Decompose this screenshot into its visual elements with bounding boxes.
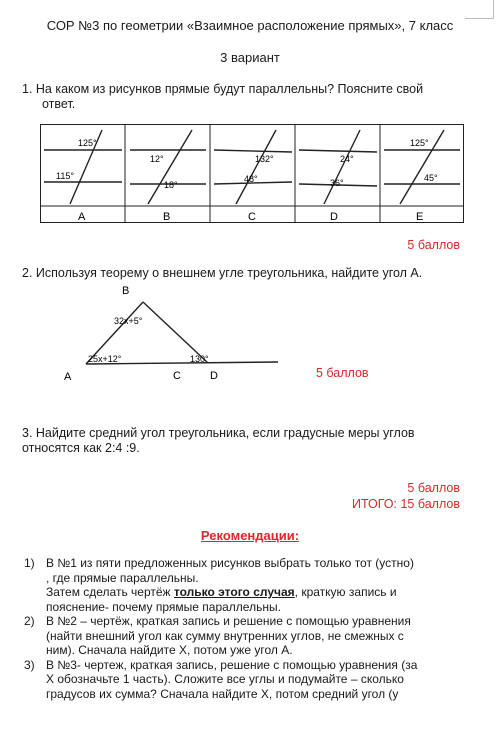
- question-3-score: 5 баллов: [407, 481, 460, 495]
- figure-c-label: C: [248, 211, 256, 223]
- question-3-line-1: 3. Найдите средний угол треугольника, если градусные меры углов: [22, 426, 415, 440]
- variant-label: 3 вариант: [220, 50, 280, 65]
- figure-d-label: D: [330, 211, 338, 223]
- figure-c-angle-2: 48°: [244, 174, 258, 184]
- recommendation-text: , краткую запись и: [294, 585, 397, 599]
- vertex-d: D: [210, 370, 218, 382]
- recommendation-line: градусов их сумма? Сначала найдите Х, потом средний угол (у: [46, 686, 399, 701]
- question-1-line-1: 1. На каком из рисунков прямые будут параллельны? Поясните свой: [22, 82, 424, 96]
- recommendation-line: (найти внешний угол как сумму внутренних углов, не смежных с: [46, 628, 404, 643]
- recommendation-emphasis: только этого случая: [173, 585, 295, 599]
- figure-b-angle-2: 18°: [164, 180, 178, 190]
- figure-e-angle-1: 125°: [410, 138, 429, 148]
- vertex-c: C: [173, 370, 181, 382]
- page-corner-mark: [465, 0, 494, 19]
- recommendation-number: 2): [24, 614, 35, 628]
- figure-d-angle-2: 36°: [330, 178, 344, 188]
- angle-exterior-label: 130°: [190, 354, 209, 364]
- figure-d-angle-1: 24°: [340, 154, 354, 164]
- recommendation-line: В №1 из пяти предложенных рисунков выбрать только тот (устно): [46, 556, 414, 570]
- figure-c: [214, 130, 292, 223]
- angle-b-label: 32x+5°: [114, 316, 143, 326]
- recommendation-item: [24, 658, 484, 702]
- recommendations-title: Рекомендации:: [200, 528, 300, 543]
- figure-b: [130, 130, 206, 223]
- figure-a: [44, 130, 122, 223]
- question-1-text: [22, 82, 482, 112]
- recommendation-line: Х обозначьте 1 часть). Сложите все углы и подумайте – сколько: [46, 672, 404, 686]
- question-1-line-2: ответ.: [42, 97, 76, 111]
- question-2-triangle-figure: [58, 282, 288, 382]
- vertex-a: A: [64, 371, 72, 382]
- recommendation-text: Затем сделать чертёж: [46, 585, 174, 599]
- question-1-figures-table: [40, 124, 464, 224]
- figure-a-angle-2: 115°: [56, 171, 74, 181]
- question-2-score: 5 баллов: [316, 366, 369, 380]
- figure-d: [299, 130, 377, 223]
- figure-a-label: A: [78, 211, 86, 223]
- figure-b-label: B: [163, 211, 171, 223]
- question-3-line-2: относятся как 2:4 :9.: [22, 441, 140, 455]
- figure-e-angle-2: 45°: [424, 173, 438, 183]
- recommendation-line: В №2 – чертёж, краткая запись и решение с помощью уравнения: [46, 614, 411, 628]
- recommendation-line: В №3- чертеж, краткая запись, решение с помощью уравнения (за: [46, 657, 418, 672]
- recommendations-list: [24, 556, 484, 701]
- angle-a-label: 25x+12°: [88, 354, 122, 364]
- recommendation-number: 3): [24, 657, 35, 672]
- recommendation-line: ним). Сначала найдите Х, потом уже угол А.: [46, 643, 293, 657]
- document-title: СОР №3 по геометрии «Взаимное расположение прямых», 7 класс: [46, 18, 454, 33]
- total-score: ИТОГО: 15 баллов: [351, 497, 460, 511]
- question-1-score: 5 баллов: [407, 238, 460, 252]
- recommendation-line: , где прямые параллельны.: [46, 570, 199, 585]
- recommendation-number: 1): [24, 556, 35, 570]
- figure-e: [384, 130, 460, 223]
- figure-a-angle-1: 125°: [78, 138, 97, 148]
- question-2-text: 2. Используя теорему о внешнем угле треугольника, найдите угол A.: [22, 266, 423, 280]
- vertex-b: B: [122, 285, 130, 297]
- figure-b-angle-1: 12°: [150, 154, 164, 164]
- question-3-text: [22, 426, 482, 456]
- recommendation-item: [24, 556, 484, 614]
- figure-c-angle-1: 132°: [255, 154, 274, 164]
- recommendation-item: [24, 614, 484, 658]
- figure-e-label: E: [416, 211, 424, 223]
- recommendation-line: пояснение- почему прямые параллельны.: [46, 599, 281, 614]
- recommendation-line: [46, 585, 484, 600]
